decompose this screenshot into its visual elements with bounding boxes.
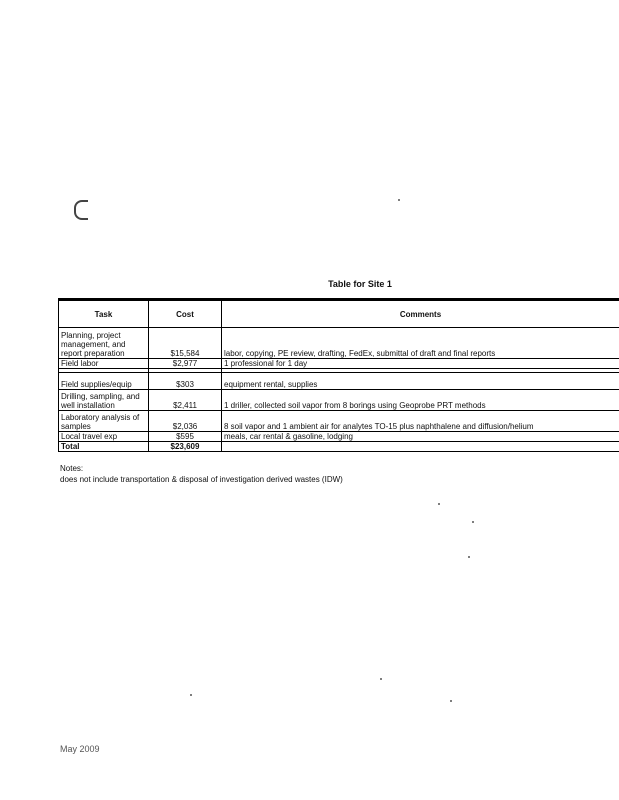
cost-cell: $2,036 [149, 411, 222, 432]
scan-artifact-mark [74, 200, 88, 220]
cost-cell: $595 [149, 432, 222, 442]
cost-cell: $15,584 [149, 328, 222, 359]
notes-section [60, 463, 343, 485]
scan-speck [398, 199, 400, 201]
cost-table-container [58, 298, 619, 452]
cost-cell: $303 [149, 373, 222, 390]
table-row [59, 359, 619, 369]
table-row [59, 411, 619, 432]
total-label: Total [59, 442, 149, 452]
comments-cell: labor, copying, PE review, drafting, FedEx, submittal of draft and final reports [222, 328, 619, 359]
comments-cell: 1 driller, collected soil vapor from 8 borings using Geoprobe PRT methods [222, 390, 619, 411]
total-comments-cell [222, 442, 619, 452]
task-cell: Field labor [59, 359, 149, 369]
table-row [59, 328, 619, 359]
notes-line: does not include transportation & disposal of investigation derived wastes (IDW) [60, 475, 343, 484]
footer-date: May 2009 [60, 744, 100, 754]
table-row [59, 390, 619, 411]
scan-speck [190, 694, 192, 696]
scan-speck [380, 678, 382, 680]
total-cost: $23,609 [149, 442, 222, 452]
scan-speck [468, 556, 470, 558]
table-header-row [59, 301, 619, 328]
task-cell: Field supplies/equip [59, 373, 149, 390]
task-cell: Local travel exp [59, 432, 149, 442]
header-cost: Cost [149, 301, 222, 328]
scan-speck [472, 521, 474, 523]
task-cell: Laboratory analysis of samples [59, 411, 149, 432]
comments-cell: equipment rental, supplies [222, 373, 619, 390]
task-cell: Planning, project management, and report preparation [59, 328, 149, 359]
table-title: Table for Site 1 [328, 279, 392, 289]
comments-cell: 1 professional for 1 day [222, 359, 619, 369]
table-row [59, 373, 619, 390]
comments-cell: 8 soil vapor and 1 ambient air for analytes TO-15 plus naphthalene and diffusion/helium [222, 411, 619, 432]
cost-cell: $2,411 [149, 390, 222, 411]
header-task: Task [59, 301, 149, 328]
scan-speck [450, 700, 452, 702]
cost-table [58, 300, 619, 452]
scan-speck [438, 503, 440, 505]
header-comments: Comments [222, 301, 619, 328]
table-total-row [59, 442, 619, 452]
table-row [59, 432, 619, 442]
notes-heading: Notes: [60, 464, 84, 473]
comments-cell: meals, car rental & gasoline, lodging [222, 432, 619, 442]
task-cell: Drilling, sampling, and well installation [59, 390, 149, 411]
cost-cell: $2,977 [149, 359, 222, 369]
